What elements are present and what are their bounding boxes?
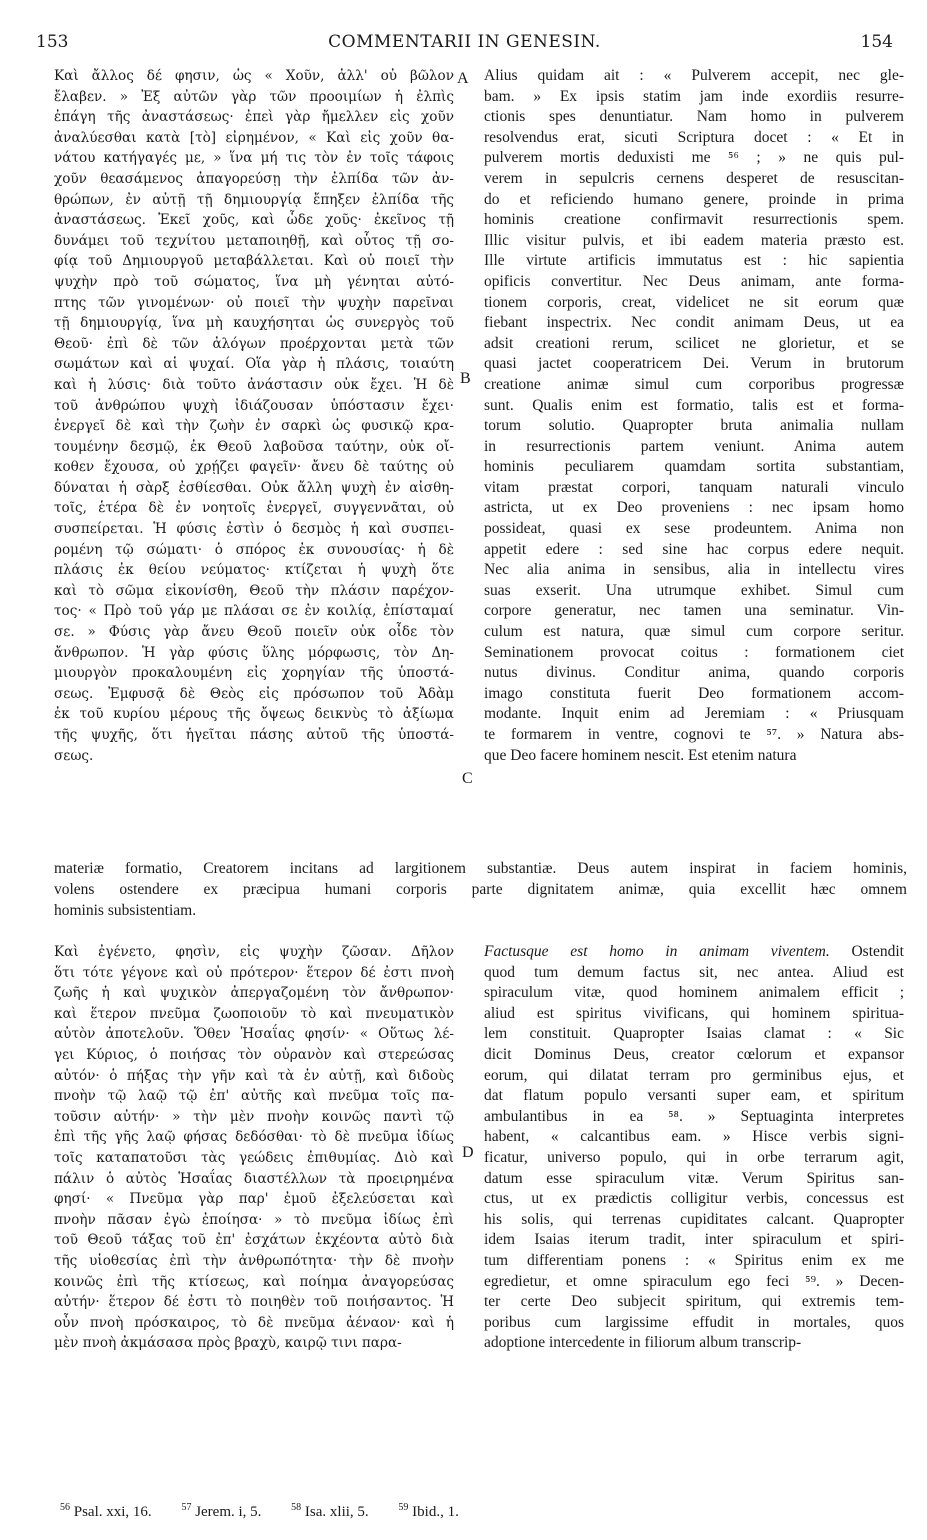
text-line: πνοὴν τῷ λαῷ τῷ ἐπ' αὐτῆς καὶ πνεῦμα τοῖς πα- bbox=[54, 1088, 454, 1105]
text-line: νάτου κατήγαγές με, » ἵνα μή τις τὸν ἐν τοῖς τάφοις bbox=[54, 150, 454, 167]
text-line: ἔλαβεν. » Ἐξ αὐτῶν γὰρ τῶν προοιμίων ἡ ἐλπὶς bbox=[54, 88, 454, 105]
text-line: πλάσις ἐκ θείου νεύματος· κτίζεται ἡ ψυχὴ ὅτε bbox=[54, 562, 454, 579]
text-line: σεως. Ἐμφυσᾷ δὲ Θεὸς εἰς πρόσωπον τοῦ Ἀδὰμ bbox=[54, 685, 454, 702]
text-line: πάλιν ὁ αὐτὸς Ἡσαΐας διαστέλλων τὰ προειρημένα bbox=[54, 1170, 454, 1187]
text-line: vitam præstat corpori, tanquam naturali vinculo bbox=[484, 478, 904, 496]
text-line: σε. » Φύσις γὰρ ἄνευ Θεοῦ ποιεῖν οὐκ οἶδε τὸν bbox=[54, 624, 454, 641]
running-title: COMMENTARII IN GENESIN. bbox=[328, 32, 601, 52]
text-line: verem in sepulcris cernens desperet de resuscitan- bbox=[484, 169, 904, 187]
text-line: ambulantibus in ea ⁵⁸. » Septuaginta interpretes bbox=[484, 1107, 904, 1125]
text-line: imago constituta fuerit Deo formationem accom- bbox=[484, 684, 904, 702]
footnote: $^{59}$ Ibid., 1. bbox=[398, 1502, 459, 1520]
text-line: τῇ δημιουργίᾳ, ἵνα μὴ καυχήσηται ὡς συνεργὸς τοῦ bbox=[54, 315, 454, 332]
text-line: μὲν πνοὴ ἀκμάσασα πρὸς βραχὺ, καιρῷ τινι παρα- bbox=[54, 1335, 402, 1352]
text-line: σωμάτων καὶ αἱ ψυχαί. Οἵα γὰρ ἡ πλάσις, τοιαύτη bbox=[54, 356, 454, 373]
text-line: ἐπάγη τῆς ἀναστάσεως· ἐπεὶ γὰρ ἤμελλεν εἰς χοῦν bbox=[54, 109, 454, 126]
text-line: αὐτήν· ἕτερον δέ ἐστι τὸ ποιηθὲν τοῦ ποιήσαντος. Ἡ bbox=[54, 1294, 454, 1311]
text-line: appetit edere : sed sine hac corpus edere nequit. bbox=[484, 540, 904, 558]
text-line: resolvendus erat, sicuti Scriptura docet : « Et in bbox=[484, 128, 904, 146]
text-line: materiæ formatio, Creatorem incitans ad largitionem substantiæ. Deus autem inspirat in faciem hominis, bbox=[54, 860, 907, 877]
text-line: dat flatum populo versanti super eam, et spiritum bbox=[484, 1087, 904, 1105]
text-line: quod tum demum factus sit, nec antea. Aliud est bbox=[484, 963, 904, 981]
section-marker-b: B bbox=[460, 370, 471, 387]
text-line: τοῦσιν αὐτήν· » τὴν μὲν πνοὴν κοινῶς παντὶ τῷ bbox=[54, 1108, 454, 1125]
text-line: volens ostendere ex præcipua humani corporis parte dignitatem animæ, quia excellit hæc omnem bbox=[54, 881, 907, 898]
text-line: Nec alia anima in sensibus, alia in intellectu vires bbox=[484, 561, 904, 579]
text-line: hominis creatione confirmavit resurrectionis spem. bbox=[484, 211, 904, 229]
text-line: his solis, qui terrenas cupiditates calcant. Quapropter bbox=[484, 1210, 904, 1228]
page-number-left: 153 bbox=[36, 32, 69, 52]
page-number-right: 154 bbox=[860, 32, 893, 52]
text-line: ἐνεργεῖ δὲ καὶ τὴν ζωὴν ἐν σαρκὶ ὡς φυσικῷ κρα- bbox=[54, 418, 454, 435]
greek-column-bottom bbox=[54, 942, 454, 1354]
text-line: τουμένην δεσμῷ, ἐκ Θεοῦ λαβοῦσα ταύτην, οὐκ οἴ- bbox=[54, 438, 454, 455]
text-line: ἐπὶ τῆς γῆς λαῷ φήσας δεδόσθαι· τὸ δὲ πνεῦμα ἰδίως bbox=[54, 1129, 454, 1146]
text-line: Illic visitur pulvis, et ibi eadem materia præsto est. bbox=[484, 231, 904, 249]
latin-column-top bbox=[484, 66, 904, 766]
text-line: Alius quidam ait : « Pulverem accepit, nec gle- bbox=[484, 67, 904, 84]
section-marker-d: D bbox=[462, 1144, 474, 1161]
text-line: αὐτόν· ὁ πήξας τὴν γῆν καὶ τὰ ἐν αὐτῇ, καὶ διδοὺς bbox=[54, 1067, 454, 1084]
latin-full-width-block bbox=[54, 858, 907, 921]
text-line: ficatur, universo populo, qui in orbe terrarum agit, bbox=[484, 1148, 904, 1166]
text-line: ἐκ τοῦ κυρίου μέρους τῆς ὄψεως δεικνὺς τὸ ἀξίωμα bbox=[54, 706, 454, 723]
text-line: τος· « Πρὸ τοῦ γάρ με πλάσαι σε ἐν κοιλίᾳ, ἐπίσταμαί bbox=[54, 603, 454, 620]
text-line: ctus, ut ex prædictis colligitur verbis, concessus est bbox=[484, 1190, 904, 1208]
text-line: τοῦ ἀνθρώπου ψυχὴ ἰδιάζουσαν ὑπόστασιν ἔχει· bbox=[54, 397, 454, 414]
text-line: ἀναλύεσθαι κατὰ [τὸ] εἰρημένον, « Καὶ εἰς χοῦν θα- bbox=[54, 129, 454, 146]
text-line: adsit creationi rerum, scilicet ne glorietur, et se bbox=[484, 334, 904, 352]
text-line: ἀναστάσεως. Ἐκεῖ χοῦς, καὶ ὧδε χοῦς· ἐκεῖνος τῇ bbox=[54, 212, 454, 229]
text-line: tum differentiam ponens : « Spiritus enim ex me bbox=[484, 1251, 904, 1269]
footnote: $^{57}$ Jerem. i, 5. bbox=[181, 1502, 262, 1520]
text-line: opificis convertitur. Nec Deus animam, ante forma- bbox=[484, 272, 904, 290]
text-line: culum est natura, quæ simul cum corpore seritur. bbox=[484, 623, 904, 641]
greek-column-top bbox=[54, 66, 454, 766]
text-line: suas exserit. Una utrumque exhibet. Simul cum bbox=[484, 581, 904, 599]
section-marker-c: C bbox=[462, 770, 473, 787]
text-line: δυνάμει τοῦ τεχνίτου μεταποιηθῇ, καὶ οὗτος τῇ σο- bbox=[54, 232, 454, 249]
text-line: Καὶ ἄλλος δέ φησιν, ὡς « Χοῦν, ἀλλ' οὐ βῶλον bbox=[54, 68, 454, 84]
footnote: $^{58}$ Isa. xlii, 5. bbox=[291, 1502, 369, 1520]
text-line: spiraculum vitæ, quod hominem animalem efficit ; bbox=[484, 984, 904, 1002]
text-line: πτης τῶν γινομένων· οὐ ποιεῖ τὴν ψυχὴν παρεῖναι bbox=[54, 294, 454, 311]
text-line: τοῦ Θεοῦ τάξας τοῦ ἐπ' ἐσχάτων ἐκχέοντα αὐτὸ διὰ bbox=[54, 1232, 454, 1249]
text-line: φησί· « Πνεῦμα γὰρ παρ' ἐμοῦ ἐξελεύσεται καὶ bbox=[54, 1191, 454, 1208]
text-line: κοινῶς ἐπὶ τῆς κτίσεως, καὶ ποίημα ἀναγορεύσας bbox=[54, 1273, 454, 1290]
text-line: bam. » Ex ipsis statim jam inde exordiis resurre- bbox=[484, 87, 904, 105]
page-header bbox=[36, 32, 893, 58]
text-line: quasi jactet cooperatricem Dei. Verum in brutorum bbox=[484, 355, 904, 373]
text-line: θρώπων, ἐν αὐτῇ τῇ δημιουργίᾳ ἔπηξεν ἐλπίδα τῆς bbox=[54, 191, 454, 208]
text-line: possideat, quasi ex sese prodeuntem. Anima non bbox=[484, 520, 904, 538]
text-line: lem constituit. Quapropter Isaias clamat : « Sic bbox=[484, 1025, 904, 1043]
text-line: creatione animæ simul cum corporibus progressæ bbox=[484, 375, 904, 393]
text-line: ter certe Deo subjecit spiritum, qui extremis tem- bbox=[484, 1293, 904, 1311]
text-line: nutus divinus. Conditur anima, quando corporis bbox=[484, 664, 904, 682]
text-line: τοῖς, ἑτέρα δὲ ἐν νοητοῖς ἐνεργεῖ, συγγεννᾶται, οὐ bbox=[54, 500, 454, 517]
text-line: hominis subsistentiam. bbox=[54, 902, 197, 919]
text-line: σεως. bbox=[54, 747, 94, 764]
text-line: δύναται ἡ σὰρξ ἐσθίεσθαι. Οὐκ ἄλλη ψυχὴ ἐν αἰσθη- bbox=[54, 479, 454, 496]
text-line: πνοὴν πᾶσαν ἐγὼ ἐποίησα· » τὸ πνεῦμα ἰδίως ἐπὶ bbox=[54, 1211, 454, 1228]
section-marker-a: A bbox=[457, 70, 469, 87]
footnotes bbox=[60, 1502, 907, 1521]
text-line: καὶ ἕτερον πνεῦμα ζωοποιοῦν τὸ καὶ πνευματικὸν bbox=[54, 1005, 454, 1022]
text-line: hominis peculiarem quamdam sortita substantiam, bbox=[484, 458, 904, 476]
text-line: καὶ ἡ λύσις· διὰ τοῦτο ἀνάστασιν οὐκ ἔχει. Ἡ δὲ bbox=[54, 376, 454, 393]
text-line: Seminationem provocat coitus : formationem ciet bbox=[484, 643, 904, 661]
text-line: τῆς υἱοθεσίας ἐπὶ τὴν ἀνθρωπότητα· τὴν δὲ πνοὴν bbox=[54, 1252, 454, 1269]
text-line: ρομένη τῷ σώματι· ὁ σπόρος ἐκ συνουσίας· ἡ δὲ bbox=[54, 541, 454, 558]
text-line: κοθεν ἔχουσα, οὐ χρῄζει φαγεῖν· ἄνευ δὲ ταύτης οὐ bbox=[54, 459, 454, 476]
text-line: torum solutio. Quapropter bruta animalia nullam bbox=[484, 417, 904, 435]
text-line: que Deo facere hominem nescit. Est etenim natura bbox=[484, 746, 797, 764]
text-line: dicit Dominus Deus, creator cœlorum et expansor bbox=[484, 1045, 904, 1063]
text-line: poribus cum largissime effudit in mortales, quos bbox=[484, 1313, 904, 1331]
text-line: idem Isaias iterum tradit, inter spiraculum et spiri- bbox=[484, 1231, 904, 1249]
text-line: τοῖς καταπατοῦσι τὰς γεώδεις ἐπιθυμίας. Διὸ καὶ bbox=[54, 1149, 454, 1166]
text-line: Θεοῦ· ἐπὶ δὲ τῶν ἀλόγων προέρχονται μετὰ τῶν bbox=[54, 335, 454, 352]
footnote: $^{56}$ Psal. xxi, 16. bbox=[60, 1502, 152, 1520]
text-line: Καὶ ἐγένετο, φησὶν, εἰς ψυχὴν ζῶσαν. Δῆλον bbox=[54, 944, 454, 960]
text-line: οὖν πνοὴ πρόσκαιρος, τὸ δὲ πνεῦμα ἀέναον· καὶ ἡ bbox=[54, 1314, 454, 1331]
text-line: datum esse spiraculum vitæ. Verum Spiritus san- bbox=[484, 1169, 904, 1187]
text-line: ἄνθρωπον. Ἡ γὰρ φύσις ὕλης μόρφωσις, τὸν Δη- bbox=[54, 644, 454, 661]
text-line: μιουργὸν προκαλουμένη εἰς χορηγίαν τῆς ὑποστά- bbox=[54, 665, 454, 682]
text-line: συσπείρεται. Ἡ φύσις ἐστὶν ὁ δεσμὸς ἡ καὶ συσπει- bbox=[54, 521, 454, 538]
text-line: egredietur, et omne spiraculum ego feci ⁵⁹. » Decen- bbox=[484, 1272, 904, 1290]
text-line: χοῦν θεασάμενος ἀπαγορεύσῃ τὴν ἐλπίδα τῶν ἀν- bbox=[54, 170, 454, 187]
text-line: do et reficiendo humano genere, proinde in prima bbox=[484, 190, 904, 208]
text-line: aliud est spiritus vivificans, qui hominem spiritua- bbox=[484, 1004, 904, 1022]
text-line: τῆς ψυχῆς, ὅτι ἡγεῖται πάσης αὐτοῦ τῆς ὑποστά- bbox=[54, 727, 454, 743]
text-line: habent, « calcantibus eam. » Hisce verbis signi- bbox=[484, 1128, 904, 1146]
text-line: ctionis spes denuntiatur. Nam homo in pulverem bbox=[484, 108, 904, 126]
text-line: φίᾳ τοῦ Δημιουργοῦ μεταβάλλεται. Καὶ οὐ ποιεῖ τὴν bbox=[54, 253, 454, 270]
text-line: adoptione intercedente in filiorum album transcrip- bbox=[484, 1334, 802, 1352]
text-line: Factusque est homo in animam viventem. Ostendit bbox=[484, 943, 904, 960]
text-line: ψυχὴν πρὸ τοῦ σώματος, ἵνα μὴ γένηται αὐτό- bbox=[54, 273, 454, 290]
text-line: te formarem in ventre, cognovi te ⁵⁷. » Natura abs- bbox=[484, 726, 904, 743]
text-line: Ille virtute artificis immutatus est : hic sapientia bbox=[484, 252, 904, 270]
text-line: ζωῆς ἡ καὶ ψυχικὸν ἀπεργαζομένη τὸν ἄνθρωπον· bbox=[54, 985, 454, 1002]
text-line: ὅτι τότε γέγονε καὶ οὐ πρότερον· ἕτερον δέ ἐστι πνοὴ bbox=[54, 964, 454, 981]
text-line: tionem corporis, creat, videlicet ne sit eorum quæ bbox=[484, 293, 904, 311]
text-line: pulverem mortis deduxisti me ⁵⁶ ; » ne quis pul- bbox=[484, 149, 904, 167]
text-line: sunt. Qualis enim est formatio, talis est et forma- bbox=[484, 396, 904, 414]
text-line: eorum, qui dilatat terram pro germinibus ejus, et bbox=[484, 1066, 904, 1084]
text-line: modante. Inquit enim ad Jeremiam : « Priusquam bbox=[484, 705, 904, 723]
text-line: in resurrectionis partem veniunt. Anima autem bbox=[484, 437, 904, 455]
text-line: astricta, ut ex Deo proveniens : nec ipsam homo bbox=[484, 499, 904, 517]
latin-column-bottom bbox=[484, 942, 904, 1354]
text-line: αὐτὸν ἀποτελοῦν. Ὅθεν Ἡσαΐας φησίν· « Οὕτως λέ- bbox=[54, 1026, 454, 1043]
text-line: fiebant inspectrix. Nec condit animam Deus, ut ea bbox=[484, 314, 904, 332]
text-line: γει Κύριος, ὁ ποιήσας τὸν οὐρανὸν καὶ στερεώσας bbox=[54, 1046, 454, 1063]
text-line: καὶ τὸ σῶμα εἰκονίσθη, Θεοῦ τὴν πλάσιν παρέχον- bbox=[54, 582, 454, 599]
text-line: corpore generatur, nec tamen una seminatur. Vin- bbox=[484, 602, 904, 620]
